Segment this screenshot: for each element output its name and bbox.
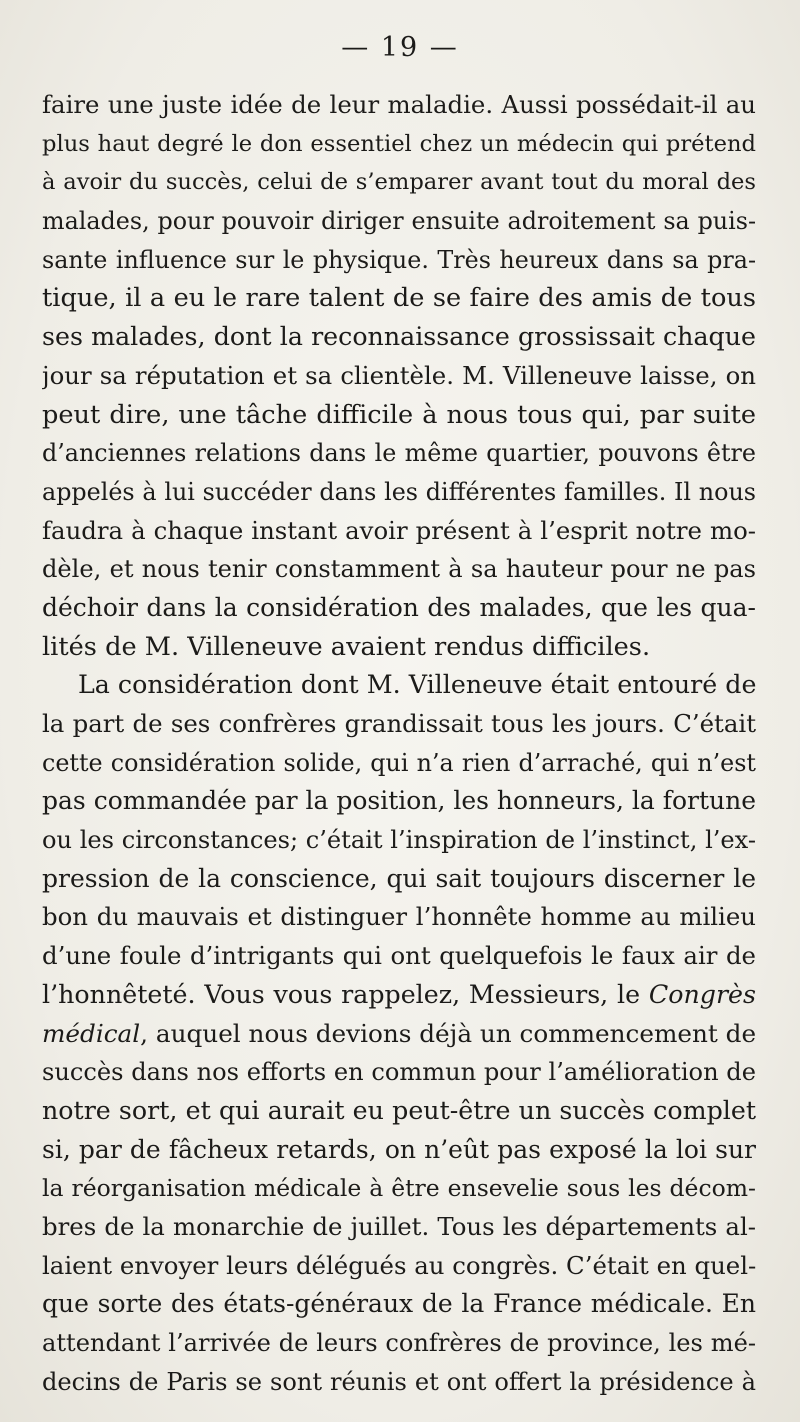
line-text: notre sort, et qui aurait eu peut-être un succès complet [42,1095,756,1125]
line-text: si, par de fâcheux retards, on n’eût pas exposé la loi sur [42,1134,756,1164]
text-line [42,782,756,821]
text-line [42,318,756,357]
line-text: la réorganisation médicale à être ensevelie sous les décom- [42,1174,756,1203]
text-line [42,1208,756,1247]
line-text: sante influence sur le physique. Très heureux dans sa pra- [42,245,756,274]
line-text: d’une foule d’intrigants qui ont quelquefois le faux air de [42,941,756,971]
text-line [42,125,756,164]
text-line [42,705,756,744]
text-line [42,589,756,628]
line-text: faudra à chaque instant avoir présent à l’esprit notre mo- [42,515,756,545]
line-text: lités de M. Villeneuve avaient rendus difficiles. [42,631,651,662]
line-text: pression de la conscience, qui sait toujours discerner le [42,863,756,893]
line-text: plus haut degré le don essentiel chez un médecin qui prétend [42,130,756,157]
line-text: bres de la monarchie de juillet. Tous les départements al- [42,1211,756,1241]
body-text [42,86,756,1401]
italic-text: Congrès [648,979,756,1009]
text-line [42,1247,756,1286]
text-line [42,628,756,667]
text-line [42,396,756,435]
line-text: ses malades, dont la reconnaissance grossissait chaque [42,322,756,352]
line-text: que sorte des états-généraux de la France médicale. En [42,1289,756,1319]
page-number: — 19 — [341,32,459,63]
text-line [42,898,756,937]
text-line [42,1092,756,1131]
line-text: , auquel nous devions déjà un commencement de [140,1018,756,1048]
line-text: tique, il a eu le rare talent de se faire des amis de tous [42,283,756,314]
line-text: malades, pour pouvoir diriger ensuite adroitement sa puis- [42,207,756,236]
line-text: succès dans nos efforts en commun pour l’amélioration de [42,1058,756,1087]
text-line [42,666,756,705]
text-line [42,1324,756,1363]
text-line [42,821,756,860]
text-line [42,744,756,783]
text-line [42,241,756,280]
text-line [42,1015,756,1054]
text-line [42,473,756,512]
text-line [42,163,756,202]
line-text: déchoir dans la considération des malades, que les qua- [42,592,756,622]
line-text: cette considération solide, qui n’a rien d’arraché, qui n’est [42,748,756,777]
text-line [42,1285,756,1324]
line-text: dèle, et nous tenir constamment à sa hauteur pour ne pas [42,555,756,584]
line-text: bon du mauvais et distinguer l’honnête homme au milieu [42,902,756,932]
line-text: appelés à lui succéder dans les différentes familles. Il nous [42,477,756,506]
italic-text: médical [42,1018,141,1048]
text-line [42,1363,756,1402]
text-line [42,976,756,1015]
text-line [42,860,756,899]
line-text: l’honnêteté. Vous vous rappelez, Messieurs, le [42,979,641,1009]
line-text: à avoir du succès, celui de s’emparer avant tout du moral des [42,169,756,196]
text-line [42,937,756,976]
text-line [42,1131,756,1170]
text-line [42,1053,756,1092]
text-line [42,512,756,551]
text-line [42,550,756,589]
text-line [42,86,756,125]
line-text: ou les circonstances; c’était l’inspiration de l’instinct, l’ex- [42,826,756,855]
line-text: jour sa réputation et sa clientèle. M. Villeneuve laisse, on [42,360,756,390]
text-line [42,434,756,473]
text-line [42,1169,756,1208]
text-line [42,202,756,241]
line-text: d’anciennes relations dans le même quartier, pouvons être [42,439,756,468]
line-text: la part de ses confrères grandissait tous les jours. C’était [42,709,756,738]
line-text: La considération dont M. Villeneuve était entouré de [78,670,756,700]
line-text: peut dire, une tâche difficile à nous tous qui, par suite [42,399,756,430]
text-line [42,279,756,318]
line-text: decins de Paris se sont réunis et ont offert la présidence à [42,1367,756,1396]
line-text: pas commandée par la position, les honneurs, la fortune [42,786,756,816]
line-text: faire une juste idée de leur maladie. Aussi possédait-il au [42,90,756,119]
line-text: attendant l’arrivée de leurs confrères de province, les mé- [42,1329,756,1357]
line-text: laient envoyer leurs délégués au congrès. C’était en quel- [42,1250,756,1280]
text-line [42,357,756,396]
